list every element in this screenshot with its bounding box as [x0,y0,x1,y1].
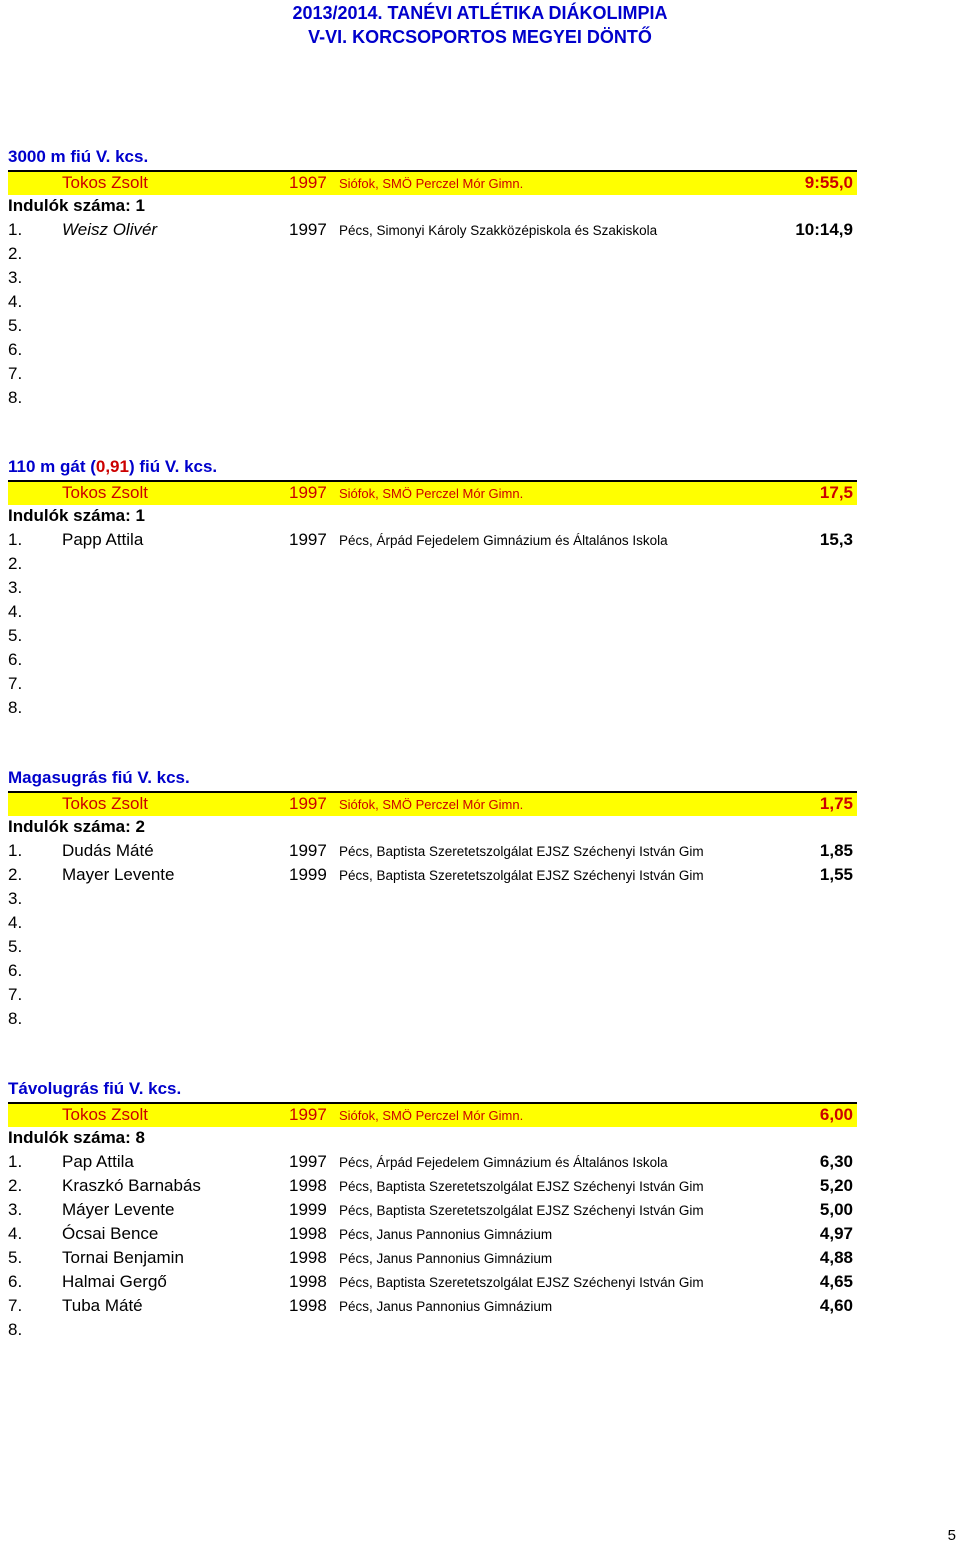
result-row [8,1271,857,1295]
record-holder-year: 1997 [289,173,327,192]
result-row [8,888,857,912]
result-place: 2. [8,1176,23,1195]
result-place: 3. [8,578,23,597]
result-row [8,625,857,649]
result-place: 5. [8,626,23,645]
result-place: 8. [8,1009,23,1028]
record-holder-school: Siófok, SMÖ Perczel Mór Gimn. [339,486,524,501]
result-place: 6. [8,340,23,359]
result-row [8,936,857,960]
entrants-count: Indulók száma: 8 [8,1128,145,1147]
result-place: 1. [8,530,23,549]
result-value: 1,85 [819,841,853,860]
result-place: 2. [8,244,23,263]
athlete-name: Dudás Máté [62,841,154,860]
result-place: 5. [8,1248,23,1267]
record-holder-school: Siófok, SMÖ Perczel Mór Gimn. [339,176,524,191]
birth-year: 1999 [289,1200,327,1219]
result-place: 1. [8,220,23,239]
athlete-name: Papp Attila [62,530,144,549]
result-row [8,697,857,721]
result-value: 15,3 [819,530,853,549]
record-result: 1,75 [819,794,853,813]
athlete-name: Máyer Levente [62,1200,175,1219]
birth-year: 1999 [289,865,327,884]
result-place: 6. [8,961,23,980]
result-place: 3. [8,268,23,287]
result-row [8,864,857,888]
result-row [8,1223,857,1247]
school-name: Pécs, Baptista Szeretetszolgálat EJSZ Széchenyi István Gim [339,1203,704,1218]
record-row [8,482,857,505]
result-row [8,243,857,267]
result-row [8,1151,857,1175]
result-place: 3. [8,889,23,908]
record-row [8,793,857,816]
result-row [8,601,857,625]
event-title-part: 110 m gát ( [8,457,96,476]
record-holder-name: Tokos Zsolt [62,1105,148,1124]
school-name: Pécs, Baptista Szeretetszolgálat EJSZ Széchenyi István Gim [339,868,704,883]
record-holder-year: 1997 [289,794,327,813]
result-place: 4. [8,913,23,932]
entrants-count: Indulók száma: 1 [8,196,145,215]
result-place: 8. [8,388,23,407]
school-name: Pécs, Janus Pannonius Gimnázium [339,1299,553,1314]
athlete-name: Weisz Olivér [62,220,158,239]
birth-year: 1997 [289,841,327,860]
birth-year: 1997 [289,220,327,239]
school-name: Pécs, Janus Pannonius Gimnázium [339,1227,553,1242]
record-holder-name: Tokos Zsolt [62,173,148,192]
record-result: 9:55,0 [804,173,853,192]
school-name: Pécs, Árpád Fejedelem Gimnázium és Általános Iskola [339,1155,668,1170]
event-title-part: ) fiú V. kcs. [128,457,218,476]
result-place: 2. [8,865,23,884]
school-name: Pécs, Janus Pannonius Gimnázium [339,1251,553,1266]
result-place: 1. [8,841,23,860]
record-holder-year: 1997 [289,483,327,502]
result-row [8,577,857,601]
result-place: 5. [8,316,23,335]
birth-year: 1998 [289,1224,327,1243]
result-row [8,387,857,411]
result-value: 4,60 [819,1296,853,1315]
athlete-name: Mayer Levente [62,865,175,884]
result-row [8,1175,857,1199]
result-row [8,315,857,339]
entrants-count: Indulók száma: 1 [8,506,145,525]
result-place: 3. [8,1200,23,1219]
athlete-name: Halmai Gergő [62,1272,167,1291]
result-row [8,960,857,984]
result-row [8,1247,857,1271]
result-place: 8. [8,1320,23,1339]
result-row [8,553,857,577]
result-value: 4,97 [819,1224,853,1243]
result-row [8,291,857,315]
result-place: 7. [8,674,23,693]
result-place: 2. [8,554,23,573]
school-name: Pécs, Simonyi Károly Szakközépiskola és Szakiskola [339,223,658,238]
result-row [8,649,857,673]
result-value: 5,20 [819,1176,853,1195]
result-place: 4. [8,602,23,621]
result-row [8,840,857,864]
result-row [8,363,857,387]
school-name: Pécs, Árpád Fejedelem Gimnázium és Általános Iskola [339,533,668,548]
result-row [8,673,857,697]
birth-year: 1998 [289,1176,327,1195]
record-holder-school: Siófok, SMÖ Perczel Mór Gimn. [339,797,524,812]
result-row [8,1319,857,1343]
birth-year: 1998 [289,1272,327,1291]
birth-year: 1998 [289,1248,327,1267]
result-place: 7. [8,364,23,383]
result-value: 5,00 [819,1200,853,1219]
result-row [8,339,857,363]
entrants-count: Indulók száma: 2 [8,817,145,836]
result-place: 4. [8,1224,23,1243]
result-row [8,1008,857,1032]
result-place: 7. [8,1296,23,1315]
result-place: 1. [8,1152,23,1171]
result-place: 4. [8,292,23,311]
result-value: 10:14,9 [795,220,853,239]
birth-year: 1998 [289,1296,327,1315]
record-result: 6,00 [819,1105,853,1124]
athlete-name: Pap Attila [62,1152,134,1171]
record-result: 17,5 [819,483,853,502]
record-holder-year: 1997 [289,1105,327,1124]
result-row [8,267,857,291]
athlete-name: Tornai Benjamin [62,1248,184,1267]
school-name: Pécs, Baptista Szeretetszolgálat EJSZ Széchenyi István Gim [339,1179,704,1194]
event-title: Távolugrás fiú V. kcs. [8,1079,182,1098]
result-row [8,219,857,243]
result-value: 4,88 [819,1248,853,1267]
athlete-name: Ócsai Bence [62,1224,159,1243]
result-place: 6. [8,1272,23,1291]
result-place: 6. [8,650,23,669]
result-value: 4,65 [819,1272,853,1291]
header-title-line-1: 2013/2014. TANÉVI ATLÉTIKA DIÁKOLIMPIA [292,3,668,23]
record-holder-name: Tokos Zsolt [62,794,148,813]
result-place: 7. [8,985,23,1004]
record-holder-school: Siófok, SMÖ Perczel Mór Gimn. [339,1108,524,1123]
school-name: Pécs, Baptista Szeretetszolgálat EJSZ Széchenyi István Gim [339,1275,704,1290]
record-holder-name: Tokos Zsolt [62,483,148,502]
result-row [8,529,857,553]
result-place: 5. [8,937,23,956]
header-title-line-2: V-VI. KORCSOPORTOS MEGYEI DÖNTŐ [308,27,652,47]
result-row [8,912,857,936]
birth-year: 1997 [289,530,327,549]
birth-year: 1997 [289,1152,327,1171]
result-row [8,1199,857,1223]
school-name: Pécs, Baptista Szeretetszolgálat EJSZ Széchenyi István Gim [339,844,704,859]
athlete-name: Kraszkó Barnabás [62,1176,201,1195]
athlete-name: Tuba Máté [62,1296,143,1315]
result-place: 8. [8,698,23,717]
record-row [8,1104,857,1127]
event-title: Magasugrás fiú V. kcs. [8,768,190,787]
page-number: 5 [947,1527,956,1544]
record-row [8,172,857,195]
result-row [8,1295,857,1319]
hurdle-height: 0,91 [95,457,129,476]
result-value: 6,30 [819,1152,853,1171]
event-title [8,457,217,479]
event-title: 3000 m fiú V. kcs. [8,147,149,166]
result-row [8,984,857,1008]
result-value: 1,55 [819,865,853,884]
